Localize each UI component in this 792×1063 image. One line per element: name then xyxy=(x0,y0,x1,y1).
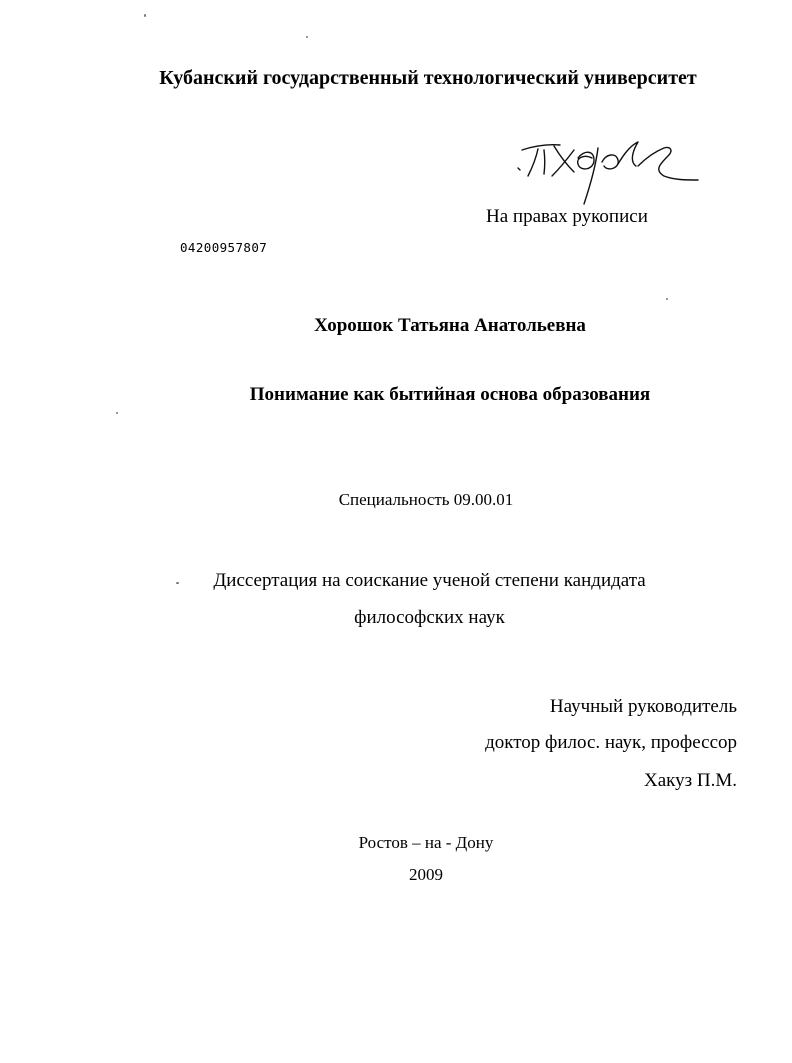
degree-line-1: Диссертация на соискание ученой степени кандидата xyxy=(213,570,646,591)
year: 2009 xyxy=(409,865,443,884)
supervisor-label: Научный руководитель xyxy=(549,696,737,717)
signature-icon xyxy=(514,128,704,208)
specialty: Специальность 09.00.01 xyxy=(338,490,514,509)
degree-line-2: философских наук xyxy=(354,607,505,628)
scan-speck xyxy=(176,582,179,584)
city: Ростов – на - Дону xyxy=(358,833,494,852)
author-name: Хорошок Татьяна Анатольевна xyxy=(314,315,586,336)
registration-number: 04200957807 xyxy=(180,240,268,255)
rights-note: На правах рукописи xyxy=(486,206,648,227)
supervisor-title: доктор филос. наук, профессор xyxy=(485,732,737,753)
scan-speck xyxy=(144,14,146,17)
scan-speck xyxy=(116,412,118,414)
supervisor-name: Хакуз П.М. xyxy=(644,770,737,791)
scan-speck xyxy=(666,298,668,300)
dissertation-title: Понимание как бытийная основа образования xyxy=(249,384,651,405)
scan-speck xyxy=(306,36,308,38)
university-name: Кубанский государственный технологический университет xyxy=(159,67,697,89)
